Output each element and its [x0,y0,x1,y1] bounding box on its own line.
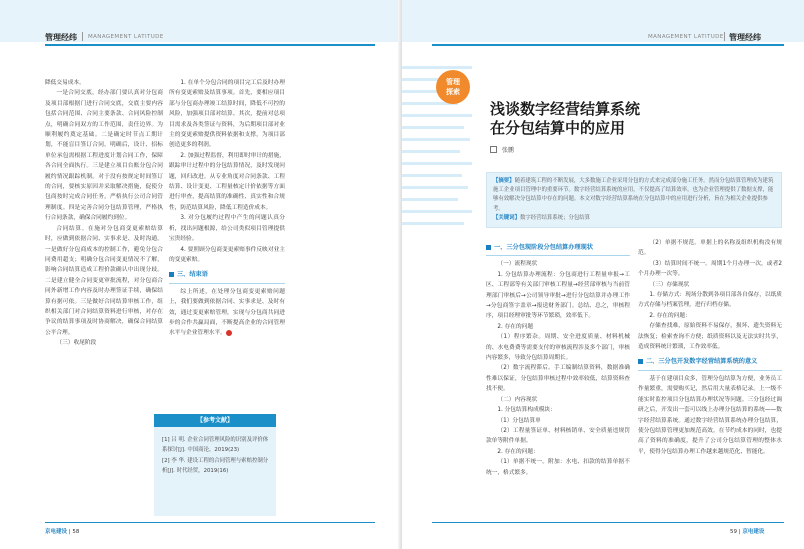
paragraph: 1. 在单个分包合同的项目完工后及时办理所有变更索赔及结算事项。首先，要相应项目部与分包商办理竣工结算时间，降低不可控的风险，加强项目部对结算。其次，提前对总项目需求及各类签证与资料，为后期项目部对业主的变更索赔提供资料依据和支撑，为项目部创造更多的利润。 [169,80,285,149]
right-header-divider [724,32,725,41]
left-footer-journal: 京电建设 [45,529,68,535]
end-mark-icon [226,330,232,336]
paragraph: 1. 存储方式：现场分散到各项目部各自保存，以纸质方式存储与档案管理，进行归档存储。 [638,292,782,309]
paragraph: 2. 存在的问题 [497,323,534,330]
paragraph: （三）存储现状 [649,281,690,288]
heading-square-icon [169,272,174,277]
paragraph: 3. 对分包履约过程中产生的问题认真分析，找出问题根源，给公司类似项目管理提供宝贵经验。 [169,215,285,243]
paragraph: 1. 分包结算办理流程：分包商进行工程量申报→工区、工程部等有关部门审核工程量→经营部审核与当前管理部门审核后→公司领导审批→进行分包结算并办理工作→分包商签字盖章→报送财务部门。总结、总之，审核程序，项目经理审批等环节繁琐，效率低下。 [486,271,630,320]
paragraph [169,287,285,339]
keywords-text: 数字经营结算系统；分包结算 [519,214,591,221]
right-header-rule [432,44,784,46]
paragraph: 一是合同交底。经办部门要认真对分包商及项目部根据门进行合同交底，交底主要内容包括合同范围、合同主要条款、合同风险控制点，明确合同双方的工作范围，责任边界。为顺利履约奠定基础。二是确定时节点工期计划，不能盲目签订合同。明确后，设计、招标单位承包需根据工程进度计划合同工作，保障各合同全面执行。三是建立项目台账分包合同履约情况跟踪机制。对于没有按规定时间签订的合同，要核实原因并采取解决措施，促使分包商按时完成合同任务，严格执行公司合同管理制度。四是完善合同分包结算管理，严格执行合同条款，确保合同履约到位。 [45,90,163,222]
left-column-2 [169,78,285,368]
abstract-label: 【摘要】 [493,178,515,184]
right-footer-rule [432,522,784,523]
paragraph: （一）流程现状 [497,261,538,268]
keywords-block [493,214,775,223]
paragraph: 2. 存在的问题： [649,312,691,319]
abstract-text: 随着建筑工程的不断发展，大多数施工企业采用分包的方式来完成部分施工任务。然而分包结算管理成为建筑施工企业项目管理中的重要环节。数字经营结算系统的应用，不仅提高了结算效率，也为企业管理提供了数据支撑，能够有效解决分包结算中存在的问题。本文对数字经营结算系统在分包结算中的应用进行分析，旨在为相关企业提供参考。 [493,178,774,212]
section-heading [169,269,285,283]
left-footer-rule [45,522,375,523]
section-heading-text: 二、三分包开发数字经营结算系统的意义 [646,358,758,366]
paragraph: 合同结算。在施对分包商变更索赔结算时，应做到依据合同、实事求是、及时沟通。一是做好分包商成本的控制工作，避免分包合同费用超支；明确分包合同变更情况不了解，影响合同结算造成工程价款确认中出现分歧。二是建立健全合同变更审批流程，对分包商合同外新增工作内容及时办理签证手续，确保结算有据可依。三是做好合同结算审核工作，组织相关部门对合同结算资料进行审核，对存在争议的结算事项及时协商解决，确保合同结算公平合理。 [45,225,163,336]
paragraph: 降低交易成本。 [45,80,85,86]
right-footer: 59 | 京电建设 [730,529,765,535]
references-box [154,414,276,516]
abstract-box [486,172,782,228]
article-title-line1: 浅谈数字经营结算系统 [490,100,641,118]
right-page [402,0,804,549]
heading-square-icon [638,359,643,364]
keywords-label: 【关键词】 [493,214,520,221]
paragraph: （1）分包结算单 [497,417,541,424]
paragraph: （3）结算时间不统一。周期1个月办理一次，或者2个月办理一次等。 [638,260,782,278]
section-heading-text: 三、结束语 [177,271,208,279]
paragraph: （1）程序繁杂。周期、安全进度质量、材料机械的、水电费费等需要支付的审核流程涉及多个部门，审核内容繁多，导致分包结算周期长。 [486,334,630,362]
right-column-2 [638,238,782,518]
references-list [162,436,270,478]
column-tag-line2: 探索 [446,88,460,96]
paragraph: （1）单据不统一。附加：水电、扣款的结算单据不统一，格式繁多。 [486,459,630,476]
paragraph: （二）内容现状 [497,396,538,403]
column-tag-line1: 管理 [446,78,460,86]
left-header-divider [82,32,83,41]
right-header-section: 管理经纬 [729,33,761,42]
left-header-subtitle: MANAGEMENT LATITUDE [88,34,164,40]
paragraph: 2. 加强过程监督，利用即时审计的措施，跟踪审计过程中的分包结算情况，及时发现问题，回归改进。从专业角度对合同条款、工程结算、设计变更、工程量核定计价依据等方面进行审查，提高结算的准确性、真实性和合规性，防范结算风险，降低工程造价成本。 [169,152,285,211]
column-tag-badge [436,70,470,104]
paragraph: （2）工程量签证单、材料核销单、安全质量违规罚款单等附件单据。 [486,427,630,445]
left-column-1 [45,78,163,510]
left-header-section: 管理经纬 [45,33,77,42]
paragraph: 2. 存在的问题： [497,448,539,455]
right-column-1 [486,238,630,518]
author-icon [490,146,497,153]
left-footer: 京电建设 | 58 [45,529,80,535]
paragraph: 4. 要照顾分包商变更索赔事件反映对业主的变更索赔。 [169,246,285,263]
closing-text: 综上所述，在处理分包商变更索赔问题上，我们要做到依据合同、实事求是、及时有效，通过变更索赔管理，实现与分包商共同进步的合作共赢局面，不断提高企业的合同管理水平与企业管理水平。 [169,288,285,337]
left-footer-page: 58 [72,529,80,535]
paragraph: 1. 分包结算构成模块： [497,407,556,414]
paragraph: 存储查找难，原始资料不易保存，损坏、遗失资料无法恢复；检索查询不方便；纸质资料以及无法实时共享，造成资料统计繁琐，工作效率低。 [638,323,782,351]
right-header-subtitle: MANAGEMENT LATITUDE [648,34,724,40]
right-footer-journal: 京电建设 [742,529,765,535]
article-title-line2: 在分包结算中的应用 [490,119,626,137]
author-name: 张鹏 [502,147,515,154]
left-header-rule [45,44,375,46]
paragraph: （2）单据不规范。单据上的名称及组织机构没有规范。 [638,240,782,257]
section-heading-text: 一、三分包现阶段分包结算办理现状 [494,244,593,251]
section-heading [638,356,782,370]
article-title [490,100,640,138]
paragraph: （三）收尾阶段 [56,340,97,347]
section-heading [486,242,630,256]
reference-item: [2] 李 华. 建设工程的合同管理与索赔控制分析[J]. 时代经贸，2019(16) [162,458,269,474]
right-footer-page: 59 [730,529,737,535]
abstract-text-block [493,177,775,214]
reference-item: [1] 吕 明. 企业合同管理风险的识别及评价体系探讨[J]. 中国商论，2019(23) [162,437,269,453]
heading-square-icon [486,245,491,250]
paragraph: 基于在建项目众多，管理分包结算为方便，业务员工作量繁重，需要购买记，然后用大量表格记录。上一级不能实时监控项目分包结算办理状况等问题。三分包经过调研之后，开发出一套可以线上办理分包结算的系统——数字经营结算系统。通过数字经营结算系统办理分包结算，使分包结算管理更加规范高效。在节约成本的同时，也提高了资料的准确度，提升了公司分包结算管理的整体水平，使得分包结算办理工作越来越规范化、智能化。 [638,375,782,455]
paragraph: （2）数字流程滞后。手工编制结算资料，数据准确性难以保证，分包结算审核过程中效率较低，结算资料查找不便。 [486,365,630,393]
references-title: 【参考文献】 [154,414,276,427]
